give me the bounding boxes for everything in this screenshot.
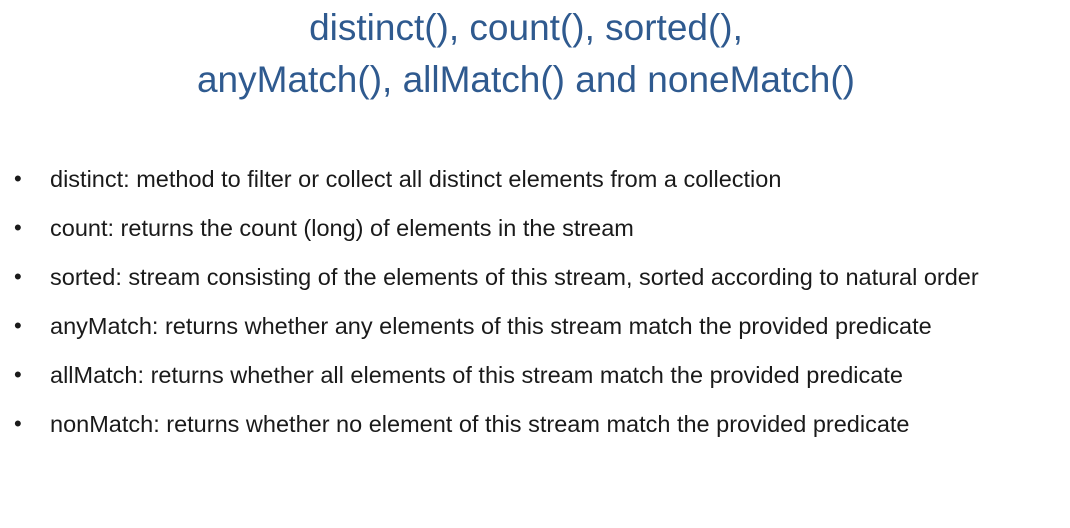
bullet-icon: • <box>14 264 22 289</box>
bullet-icon: • <box>14 215 22 240</box>
bullet-icon: • <box>14 313 22 338</box>
bullet-text: nonMatch: returns whether no element of this stream match the provided predicate <box>50 411 910 437</box>
bullet-text: anyMatch: returns whether any elements of this stream match the provided predicate <box>50 313 932 339</box>
bullet-text: count: returns the count (long) of elements in the stream <box>50 215 634 241</box>
bullet-text: allMatch: returns whether all elements of this stream match the provided predicate <box>50 362 903 388</box>
bullet-item-anymatch <box>14 309 1054 343</box>
bullet-item-sorted <box>14 260 1054 294</box>
bullet-text: distinct: method to filter or collect all distinct elements from a collection <box>50 166 782 192</box>
bullet-text: sorted: stream consisting of the elements of this stream, sorted according to natural order <box>50 264 979 290</box>
bullet-list <box>14 162 1054 456</box>
bullet-icon: • <box>14 362 22 387</box>
bullet-item-count <box>14 211 1054 245</box>
title-line-1: distinct(), count(), sorted(), <box>309 7 743 48</box>
bullet-icon: • <box>14 166 22 191</box>
bullet-item-nonmatch <box>14 407 1054 441</box>
slide-title <box>0 2 1052 106</box>
bullet-icon: • <box>14 411 22 436</box>
bullet-item-allmatch <box>14 358 1054 392</box>
title-line-2: anyMatch(), allMatch() and noneMatch() <box>196 59 856 100</box>
bullet-item-distinct <box>14 162 1054 196</box>
